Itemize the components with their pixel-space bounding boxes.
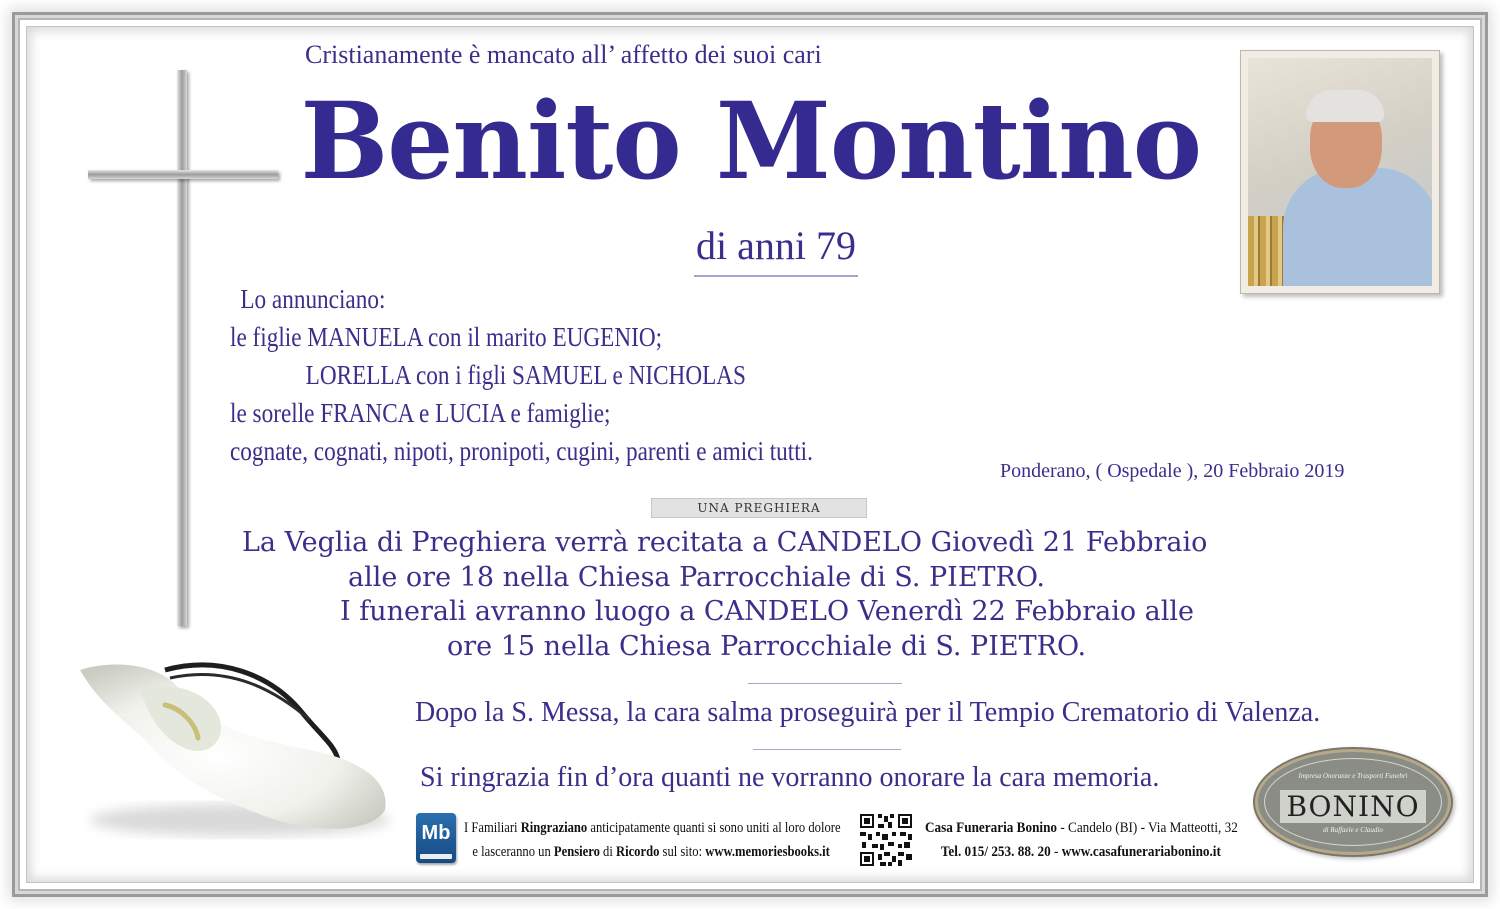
service-line: I funerali avranno luogo a CANDELO Venerdì 22 Febbraio alle [340,596,1195,627]
age-text: di anni 79 [694,222,858,277]
service-line: alle ore 18 nella Chiesa Parrocchiale di S. PIETRO. [348,562,1046,593]
qr-code-icon[interactable] [858,812,914,868]
announce-line: cognate, cognati, nipoti, pronipoti, cugini, parenti e amici tutti. [230,436,813,466]
seal-name: BONINO [1280,790,1426,823]
announce-line: LORELLA con i figli SAMUEL e NICHOLAS [305,360,746,390]
divider [753,749,901,750]
prayer-tag: UNA PREGHIERA [651,498,867,518]
service-line: ore 15 nella Chiesa Parrocchiale di S. PIETRO. [447,631,1087,662]
seal-top-text: Impresa Onoranze e Trasporti Funebri [1298,772,1408,780]
bonino-seal-logo [1258,752,1448,852]
cross-icon [177,70,187,626]
deceased-name: Benito Montino [300,78,1202,203]
after-mass-note: Dopo la S. Messa, la cara salma proseguirà per il Tempio Crematorio di Valenza. [415,697,1321,728]
announcement-block [230,280,813,470]
place-date: Ponderano, ( Ospedale ), 20 Febbraio 2019 [1000,460,1345,482]
seal-sub-text: di Raffaele e Claudio [1323,826,1383,834]
funeral-home-name: Casa Funeraria Bonino [925,820,1058,836]
thanks-note: Si ringrazia fin d’ora quanti ne vorranno onorare la cara memoria. [420,762,1160,793]
service-line: La Veglia di Preghiera verrà recitata a CANDELO Giovedì 21 Febbraio [242,527,1208,558]
portrait-photo [1248,58,1432,286]
cross-arm [88,170,278,179]
memoriesbooks-icon[interactable]: Mb [416,813,456,863]
divider [748,683,902,684]
funeral-home-link[interactable]: www.casafunerariabonino.it [1061,844,1221,860]
intro-line: Cristianamente è mancato all’ affetto dei suoi cari [305,40,822,69]
funeral-home-phone[interactable]: Tel. 015/ 253. 88. 20 [940,844,1051,860]
announce-intro: Lo annunciano: [240,284,386,314]
announce-line: le sorelle FRANCA e LUCIA e famiglie; [230,398,611,428]
portrait-photo-frame [1240,50,1440,294]
announce-line: le figlie MANUELA con il marito EUGENIO; [230,322,663,352]
calla-lily-icon [70,650,400,840]
memoriesbooks-note: I Familiari Ringraziano anticipatamente quanti si sono uniti al loro dolore e lasceranno un Pensiero di Ricordo sul sito: www.memoriesbooks.it [464,820,841,860]
memoriesbooks-link[interactable]: www.memoriesbooks.it [705,844,830,860]
funeral-home-info: Casa Funeraria Bonino - Candelo (BI) - Via Matteotti, 32 Tel. 015/ 253. 88. 20 - www.casafunerariabonino.it [925,820,1238,860]
